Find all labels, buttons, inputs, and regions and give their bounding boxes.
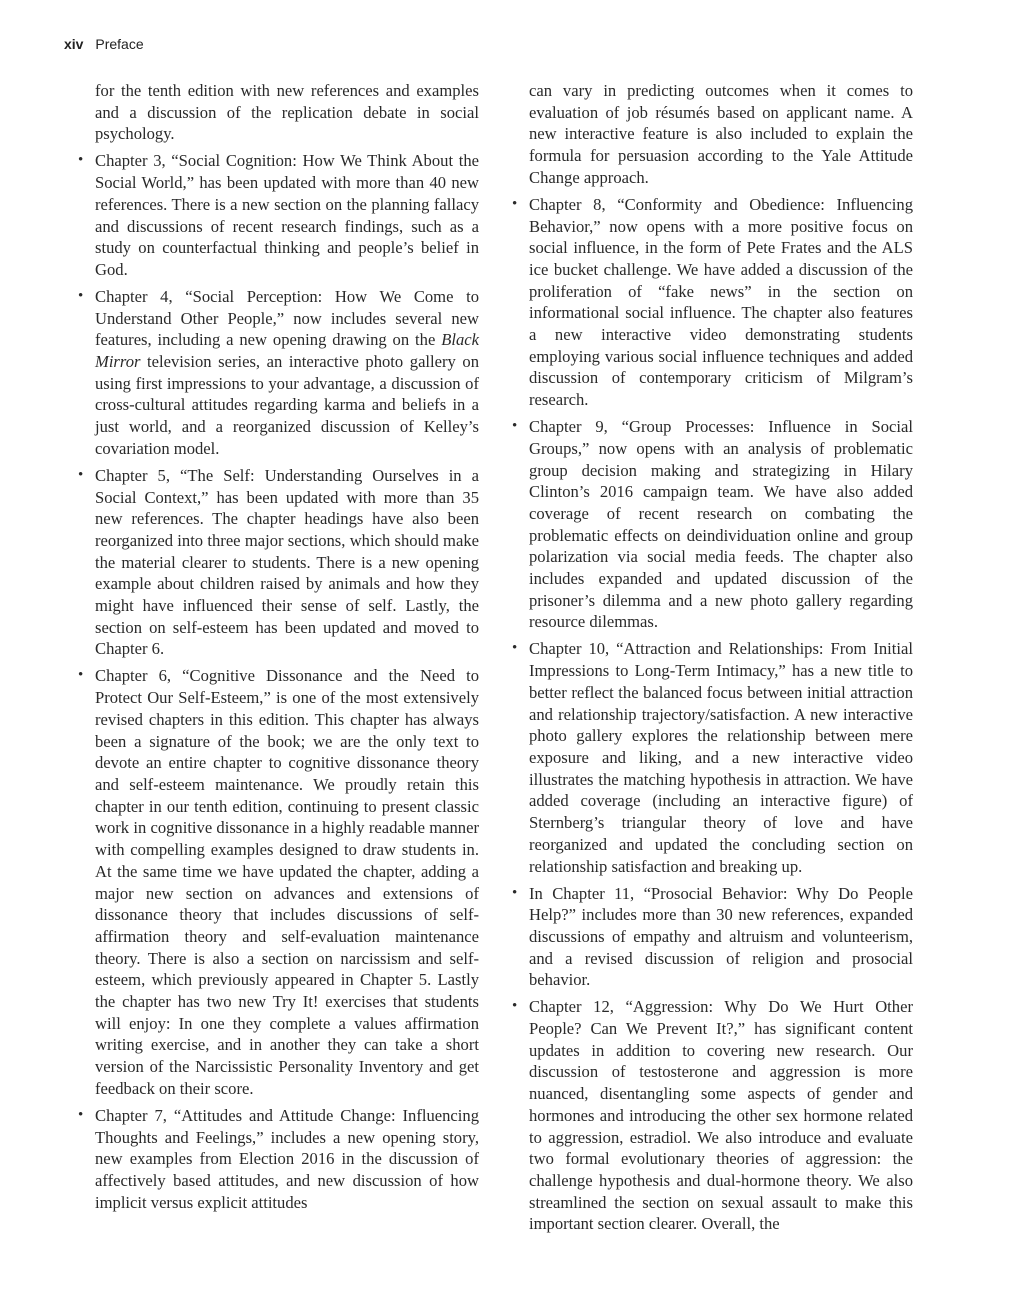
left-column bbox=[95, 80, 479, 1213]
list-item-chapter-12: • Chapter 12, “Aggression: Why Do We Hurt Other People? Can We Prevent It?,” has significant content updates in addition to covering new research. Our discussion of testosterone and aggression is more nuanced, disentangling some aspects of gender and hormones and introducing the other sex hormone related to aggression, estradiol. We also introduce and evaluate two formal evolutionary theories of aggression: the challenge hypothesis and dual-hormone theory. We also streamlined the section on sexual assault to make this important section clearer. Overall, the bbox=[529, 996, 913, 1235]
list-item-chapter-4 bbox=[95, 286, 479, 460]
section-title: Preface bbox=[95, 36, 144, 52]
continuation-paragraph: can vary in predicting outcomes when it comes to evaluation of job résumés based on applicant name. A new interactive feature is also included to explain the formula for persuasion according to the Yale Attitude Change approach. bbox=[529, 81, 913, 187]
continuation-paragraph: for the tenth edition with new references and examples and a discussion of the replication debate in social psychology. bbox=[95, 81, 479, 144]
list-item-chapter-7: • Chapter 7, “Attitudes and Attitude Change: Influencing Thoughts and Feelings,” includes a new opening story, new examples from Election 2016 in the discussion of affectively based attitudes, and new discussion of how implicit versus explicit attitudes bbox=[95, 1105, 479, 1214]
item-text: Chapter 4, “Social Perception: How We Come to Understand Other People,” now includes several new features, including a new opening drawing on the bbox=[95, 286, 479, 350]
right-column bbox=[529, 80, 913, 1235]
list-item-chapter-3: • Chapter 3, “Social Cognition: How We Think About the Social World,” has been updated with more than 40 new references. There is a new section on the planning fallacy and discussions of recent research findings, such as a study on counterfactual thinking and people’s belief in God. bbox=[95, 150, 479, 280]
list-item-chapter-8: • Chapter 8, “Conformity and Obedience: Influencing Behavior,” now opens with a more positive focus on social influence, in the form of Pete Frates and the ALS ice bucket challenge. We have added a discussion of the proliferation of “fake news” in the section on informational social influence. The chapter also features a new interactive video demonstrating students employing various social influence techniques and added discussion of contemporary criticism of Milgram’s research. bbox=[529, 194, 913, 411]
list-item-chapter-10: • Chapter 10, “Attraction and Relationships: From Initial Impressions to Long-Term Intimacy,” has a new title to better reflect the balanced focus between initial attraction and relationship trajectory/satisfaction. A new interactive photo gallery explores the relationship between mere exposure and liking, and a new interactive video illustrates the matching hypothesis in attraction. We have added coverage (including an interactive figure) of Sternberg’s triangular theory of love and have reorganized and updated the concluding section on relationship satisfaction and breaking up. bbox=[529, 638, 913, 877]
bullet-list bbox=[95, 150, 479, 1213]
list-item-chapter-6: • Chapter 6, “Cognitive Dissonance and the Need to Protect Our Self-Esteem,” is one of the most extensively revised chapters in this edition. This chapter has always been a signature of the book; we are the only text to devote an entire chapter to cognitive dissonance theory and self-esteem maintenance. We proudly retain this chapter in our tenth edition, continuing to present classic work in cognitive dissonance in a highly readable manner with compelling examples designed to draw students in. At the same time we have updated the chapter, adding a major new section on advances and extensions of dissonance theory that includes discussions of self-affirmation theory and self-evaluation maintenance theory. There is also a section on narcissism and self-esteem, which previously appeared in Chapter 5. Lastly the chapter has two new Try It! exercises that students will enjoy: In one they complete a values affirmation writing exercise, and in another they can take a short version of the Narcissistic Personality Inventory and get feedback on their score. bbox=[95, 665, 479, 1099]
running-head bbox=[64, 36, 144, 52]
list-item-chapter-9: • Chapter 9, “Group Processes: Influence in Social Groups,” now opens with an analysis of problematic group decision making and strategizing in Hilary Clinton’s 2016 campaign team. We have also added coverage of recent research on combating the problematic effects on deindividuation online and group polarization via social media feeds. The chapter also includes expanded and updated discussion of the prisoner’s dilemma and a new photo gallery regarding resource dilemmas. bbox=[529, 416, 913, 633]
list-item-chapter-11: • In Chapter 11, “Prosocial Behavior: Why Do People Help?” includes more than 30 new references, expanded discussions of empathy and altruism and volunteerism, and a revised discussion of religion and prosocial behavior. bbox=[529, 883, 913, 992]
italic-title: Black Mirror bbox=[95, 330, 479, 372]
bullet-list bbox=[529, 194, 913, 1235]
page-number: xiv bbox=[64, 36, 84, 52]
item-text: television series, an interactive photo gallery on using first impressions to your advantage, a discussion of cross-cultural attitudes regarding karma and beliefs in a just world, and a reorganized discussion of Kelley’s covariation model. bbox=[95, 352, 479, 458]
list-item-chapter-5: • Chapter 5, “The Self: Understanding Ourselves in a Social Context,” has been updated with more than 35 new references. The chapter headings have also been reorganized into three major sections, which should make the material clearer to students. There is a new opening example about children raised by animals and how they might have influenced their sense of self. Lastly, the section on self-esteem has been updated and moved to Chapter 6. bbox=[95, 465, 479, 660]
